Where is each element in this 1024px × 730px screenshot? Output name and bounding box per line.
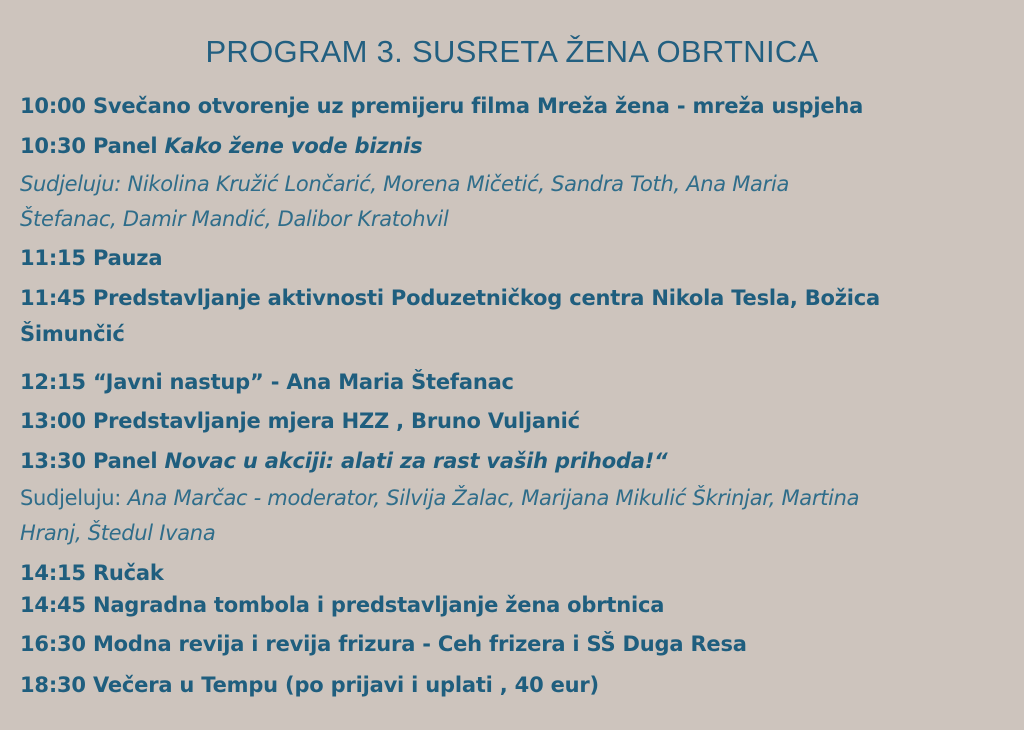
program-item-1830: 18:30 Večera u Tempu (po prijavi i uplati , 40 eur) xyxy=(20,673,599,697)
panel-participants-cont: Štefanac, Damir Mandić, Dalibor Kratohvil xyxy=(20,207,449,231)
program-item-1300: 13:00 Predstavljanje mjera HZZ , Bruno Vuljanić xyxy=(20,409,580,433)
program-item-1000: 10:00 Svečano otvorenje uz premijeru filma Mreža žena - mreža uspjeha xyxy=(20,94,864,118)
program-item-1030 xyxy=(20,134,422,158)
program-item-time: 13:30 Panel xyxy=(20,449,165,473)
participants-label: Sudjeluju: xyxy=(20,486,128,510)
program-item-1630: 16:30 Modna revija i revija frizura - Ceh frizera i SŠ Duga Resa xyxy=(20,632,747,656)
panel-participants-cont: Hranj, Štedul Ivana xyxy=(20,521,216,545)
program-item-1145: 11:45 Predstavljanje aktivnosti Poduzetničkog centra Nikola Tesla, Božica xyxy=(20,286,881,310)
program-item-1330 xyxy=(20,449,668,473)
panel-participants: Sudjeluju: Nikolina Kružić Lončarić, Morena Mičetić, Sandra Toth, Ana Maria xyxy=(20,172,790,196)
panel-participants xyxy=(20,486,859,510)
participants-names: Ana Marčac - moderator, Silvija Žalac, Marijana Mikulić Škrinjar, Martina xyxy=(127,486,860,510)
program-item-1215: 12:15 “Javni nastup” - Ana Maria Štefanac xyxy=(20,370,514,394)
panel-title: Novac u akciji: alati za rast vaših prihoda!“ xyxy=(164,449,668,473)
program-item-1415: 14:15 Ručak xyxy=(20,561,164,585)
page-title: PROGRAM 3. SUSRETA ŽENA OBRTNICA xyxy=(205,34,819,69)
program-item-1445: 14:45 Nagradna tombola i predstavljanje žena obrtnica xyxy=(20,593,665,617)
program-item-1115: 11:15 Pauza xyxy=(20,246,163,270)
panel-title: Kako žene vode biznis xyxy=(164,134,423,158)
program-item-time: 10:30 Panel xyxy=(20,134,165,158)
program-item-1145-cont: Šimunčić xyxy=(20,322,125,346)
